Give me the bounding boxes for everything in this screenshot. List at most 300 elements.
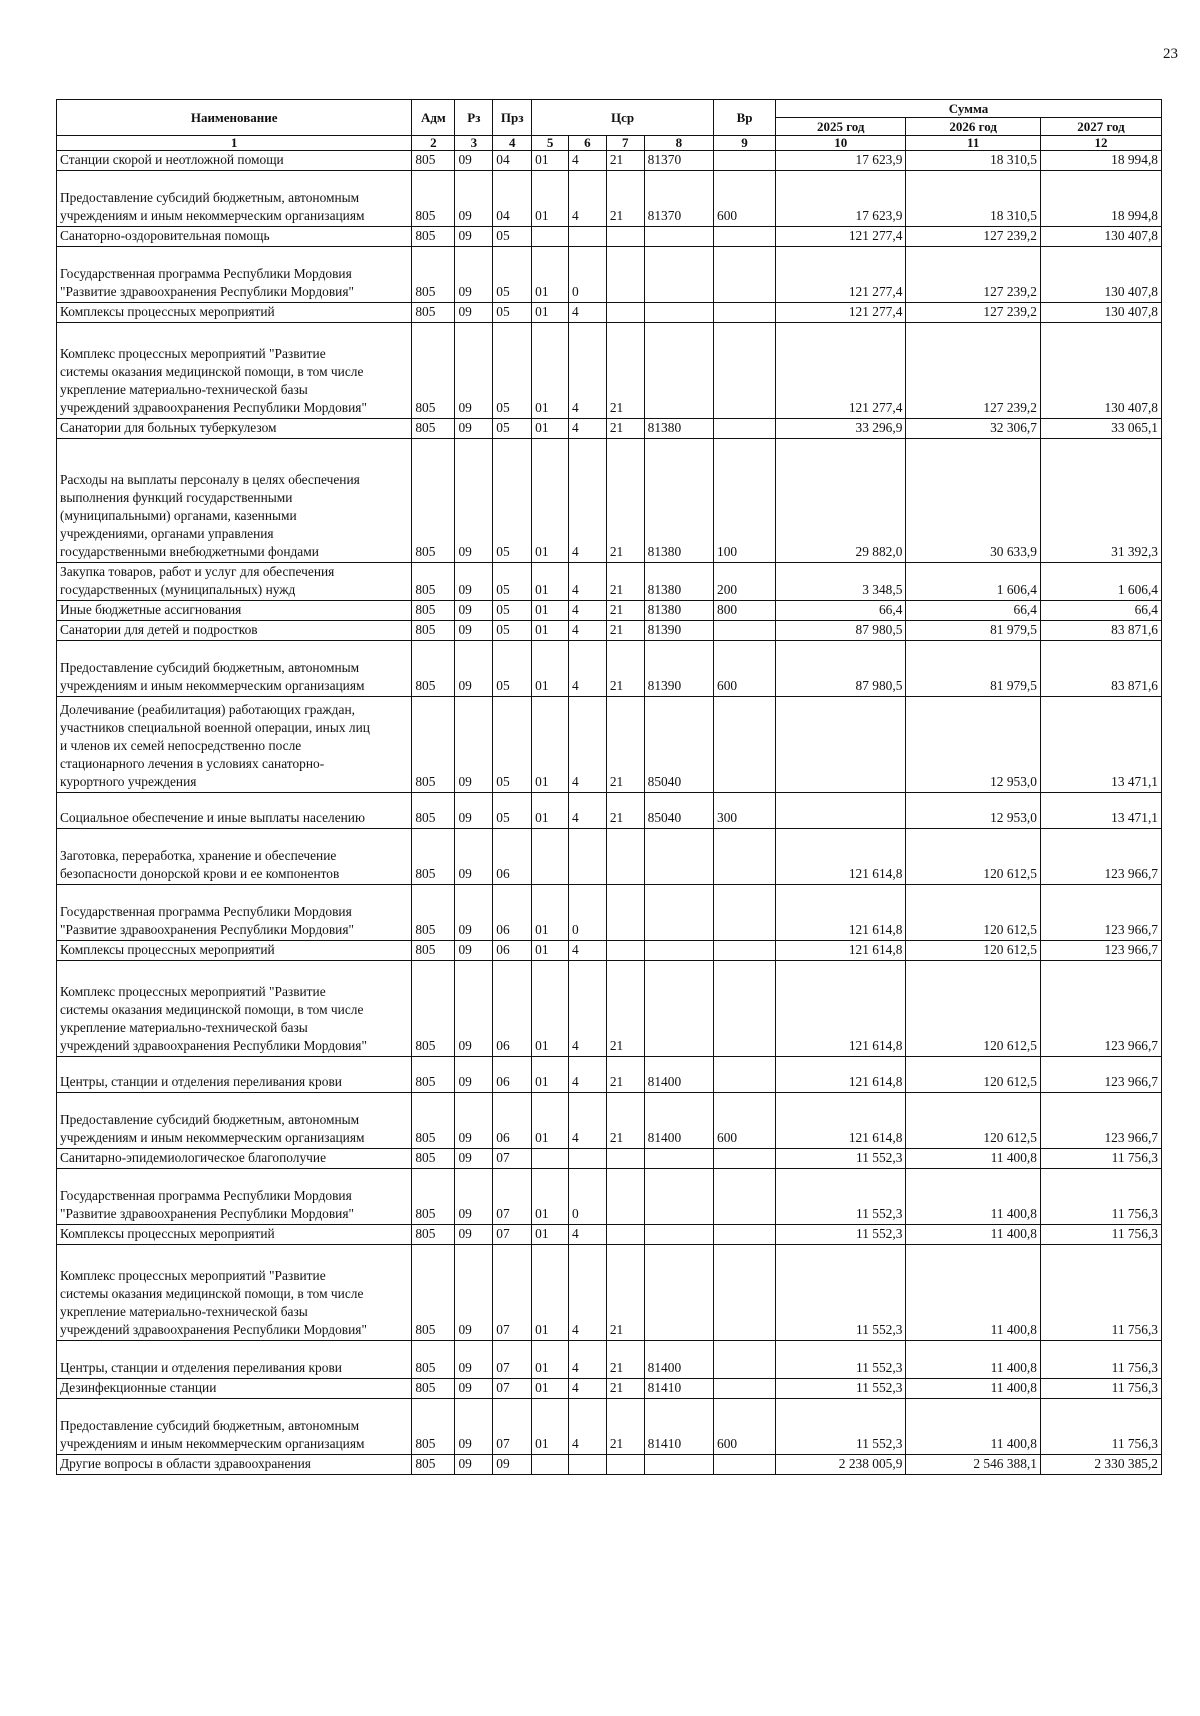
header-year-2025: 2025 год [776,118,906,136]
row-sum-2026: 66,4 [906,601,1041,621]
row-sum-2025: 3 348,5 [776,563,906,601]
row-sum-2026: 120 612,5 [906,1057,1041,1093]
row-sum-2026: 127 239,2 [906,227,1041,247]
row-csr-2 [568,829,606,885]
row-csr-1: 01 [532,1093,569,1149]
row-adm: 805 [412,1245,455,1341]
row-sum-2027: 18 994,8 [1040,151,1161,171]
row-sum-2027: 11 756,3 [1040,1379,1161,1399]
row-vr: 600 [714,1399,776,1455]
row-csr-2: 4 [568,171,606,227]
row-csr-4 [644,1245,713,1341]
row-vr [714,303,776,323]
row-csr-1: 01 [532,1057,569,1093]
row-rz: 09 [455,303,493,323]
row-prz: 05 [493,793,532,829]
row-csr-2: 4 [568,641,606,697]
row-prz: 05 [493,323,532,419]
table-row [57,1225,1162,1245]
row-prz: 09 [493,1455,532,1475]
row-csr-1: 01 [532,961,569,1057]
row-csr-2: 4 [568,1225,606,1245]
row-csr-3 [606,885,644,941]
row-adm: 805 [412,697,455,793]
row-name: Предоставление субсидий бюджетным, автономным учреждениям и иным некоммерческим организациям [57,1093,412,1149]
row-adm: 805 [412,829,455,885]
table-row [57,1149,1162,1169]
row-csr-4 [644,941,713,961]
row-csr-4: 81380 [644,439,713,563]
column-number: 8 [644,136,713,151]
row-sum-2027: 31 392,3 [1040,439,1161,563]
row-vr [714,419,776,439]
row-vr [714,1169,776,1225]
row-prz: 07 [493,1169,532,1225]
row-adm: 805 [412,621,455,641]
row-rz: 09 [455,601,493,621]
row-sum-2026: 32 306,7 [906,419,1041,439]
row-sum-2027: 11 756,3 [1040,1169,1161,1225]
row-sum-2027: 13 471,1 [1040,697,1161,793]
row-sum-2026: 120 612,5 [906,961,1041,1057]
row-rz: 09 [455,1149,493,1169]
column-number: 5 [532,136,569,151]
row-csr-1: 01 [532,1341,569,1379]
row-adm: 805 [412,885,455,941]
row-name: Заготовка, переработка, хранение и обеспечение безопасности донорской крови и ее компонентов [57,829,412,885]
row-sum-2025: 121 277,4 [776,303,906,323]
row-sum-2025: 11 552,3 [776,1341,906,1379]
row-rz: 09 [455,419,493,439]
row-adm: 805 [412,303,455,323]
row-name: Предоставление субсидий бюджетным, автономным учреждениям и иным некоммерческим организациям [57,1399,412,1455]
row-prz: 06 [493,1093,532,1149]
row-csr-2 [568,1149,606,1169]
row-prz: 06 [493,941,532,961]
row-sum-2025: 11 552,3 [776,1149,906,1169]
row-adm: 805 [412,961,455,1057]
row-csr-4 [644,1169,713,1225]
row-sum-2025: 121 614,8 [776,961,906,1057]
row-csr-2: 4 [568,323,606,419]
row-csr-1 [532,1455,569,1475]
row-sum-2027: 123 966,7 [1040,1057,1161,1093]
row-sum-2026: 120 612,5 [906,829,1041,885]
row-rz: 09 [455,227,493,247]
row-vr [714,1149,776,1169]
row-csr-2: 4 [568,1379,606,1399]
row-sum-2025: 11 552,3 [776,1399,906,1455]
row-sum-2027: 130 407,8 [1040,227,1161,247]
row-csr-4: 81400 [644,1093,713,1149]
row-csr-4 [644,323,713,419]
table-row [57,1093,1162,1149]
row-csr-1: 01 [532,1399,569,1455]
row-sum-2026: 81 979,5 [906,641,1041,697]
row-adm: 805 [412,419,455,439]
row-adm: 805 [412,1225,455,1245]
row-name: Комплексы процессных мероприятий [57,303,412,323]
row-csr-3: 21 [606,621,644,641]
table-row [57,419,1162,439]
row-sum-2026: 120 612,5 [906,941,1041,961]
row-csr-4 [644,1225,713,1245]
row-sum-2027: 1 606,4 [1040,563,1161,601]
row-vr: 600 [714,641,776,697]
row-csr-3: 21 [606,1093,644,1149]
table-row [57,439,1162,563]
row-sum-2025: 121 277,4 [776,323,906,419]
row-adm: 805 [412,1379,455,1399]
row-prz: 07 [493,1341,532,1379]
header-csr: Цср [532,100,714,136]
row-adm: 805 [412,171,455,227]
row-sum-2026: 12 953,0 [906,697,1041,793]
row-prz: 05 [493,227,532,247]
row-rz: 09 [455,247,493,303]
row-sum-2025: 121 614,8 [776,1093,906,1149]
row-csr-2: 4 [568,621,606,641]
row-vr [714,247,776,303]
row-prz: 07 [493,1399,532,1455]
row-sum-2026: 11 400,8 [906,1169,1041,1225]
table-row [57,1169,1162,1225]
row-name: Санаторно-оздоровительная помощь [57,227,412,247]
row-name: Центры, станции и отделения переливания крови [57,1057,412,1093]
row-sum-2026: 30 633,9 [906,439,1041,563]
row-csr-4: 81410 [644,1399,713,1455]
row-sum-2027: 11 756,3 [1040,1341,1161,1379]
row-sum-2026: 11 400,8 [906,1399,1041,1455]
row-sum-2025: 2 238 005,9 [776,1455,906,1475]
column-number: 2 [412,136,455,151]
row-sum-2026: 127 239,2 [906,303,1041,323]
row-sum-2026: 127 239,2 [906,247,1041,303]
row-sum-2025: 121 614,8 [776,941,906,961]
row-csr-1: 01 [532,1169,569,1225]
row-sum-2026: 11 400,8 [906,1225,1041,1245]
row-csr-1: 01 [532,1225,569,1245]
row-csr-3: 21 [606,1399,644,1455]
row-sum-2026: 120 612,5 [906,1093,1041,1149]
row-sum-2027: 123 966,7 [1040,1093,1161,1149]
row-csr-3 [606,1225,644,1245]
row-prz: 05 [493,601,532,621]
row-csr-3: 21 [606,697,644,793]
row-csr-3 [606,829,644,885]
row-name: Социальное обеспечение и иные выплаты населению [57,793,412,829]
row-csr-2: 0 [568,1169,606,1225]
row-vr [714,227,776,247]
row-prz: 06 [493,961,532,1057]
row-prz: 05 [493,419,532,439]
row-name: Комплексы процессных мероприятий [57,941,412,961]
row-csr-4: 81380 [644,601,713,621]
row-sum-2027: 66,4 [1040,601,1161,621]
row-rz: 09 [455,1093,493,1149]
row-csr-1 [532,829,569,885]
row-sum-2026: 18 310,5 [906,151,1041,171]
row-name: Государственная программа Республики Мордовия "Развитие здравоохранения Республики Мордовия" [57,1169,412,1225]
header-year-2027: 2027 год [1040,118,1161,136]
row-sum-2025: 11 552,3 [776,1169,906,1225]
row-rz: 09 [455,563,493,601]
header-adm: Адм [412,100,455,136]
row-csr-4: 85040 [644,697,713,793]
table-row [57,1341,1162,1379]
row-sum-2025: 17 623,9 [776,171,906,227]
table-row [57,563,1162,601]
row-csr-3: 21 [606,793,644,829]
row-csr-2: 4 [568,941,606,961]
row-csr-3: 21 [606,171,644,227]
row-prz: 05 [493,621,532,641]
row-csr-3: 21 [606,1057,644,1093]
row-vr [714,1379,776,1399]
table-row [57,621,1162,641]
row-rz: 09 [455,941,493,961]
row-name: Центры, станции и отделения переливания крови [57,1341,412,1379]
row-csr-3 [606,941,644,961]
row-adm: 805 [412,563,455,601]
row-sum-2026: 12 953,0 [906,793,1041,829]
row-csr-2: 4 [568,601,606,621]
row-vr: 600 [714,1093,776,1149]
row-name: Государственная программа Республики Мордовия "Развитие здравоохранения Республики Мордовия" [57,885,412,941]
row-name: Иные бюджетные ассигнования [57,601,412,621]
row-csr-3: 21 [606,601,644,621]
row-name: Долечивание (реабилитация) работающих граждан, участников специальной военной операции, иных лиц и членов их семей непосредственно после стационарного лечения в условиях санаторно- курортного учреждения [57,697,412,793]
row-prz: 07 [493,1379,532,1399]
row-csr-3 [606,1455,644,1475]
row-sum-2026: 11 400,8 [906,1379,1041,1399]
row-sum-2025: 121 614,8 [776,829,906,885]
row-csr-2: 4 [568,1245,606,1341]
row-sum-2027: 130 407,8 [1040,323,1161,419]
row-adm: 805 [412,1169,455,1225]
row-csr-1: 01 [532,563,569,601]
row-rz: 09 [455,323,493,419]
row-name: Закупка товаров, работ и услуг для обеспечения государственных (муниципальных) нужд [57,563,412,601]
row-csr-2: 4 [568,961,606,1057]
row-prz: 06 [493,829,532,885]
row-csr-2: 4 [568,1093,606,1149]
row-adm: 805 [412,323,455,419]
row-sum-2027: 130 407,8 [1040,303,1161,323]
row-sum-2027: 130 407,8 [1040,247,1161,303]
row-csr-4: 81410 [644,1379,713,1399]
row-csr-1: 01 [532,601,569,621]
row-csr-1 [532,1149,569,1169]
row-vr [714,1245,776,1341]
table-row [57,323,1162,419]
column-number: 9 [714,136,776,151]
row-sum-2025: 33 296,9 [776,419,906,439]
table-row [57,303,1162,323]
row-sum-2026: 18 310,5 [906,171,1041,227]
row-rz: 09 [455,697,493,793]
row-csr-4 [644,303,713,323]
row-prz: 04 [493,151,532,171]
row-rz: 09 [455,621,493,641]
table-row [57,697,1162,793]
row-csr-2: 4 [568,1399,606,1455]
row-rz: 09 [455,829,493,885]
table-row [57,1455,1162,1475]
row-csr-4 [644,1455,713,1475]
row-adm: 805 [412,1093,455,1149]
row-csr-2: 4 [568,1341,606,1379]
table-row [57,1379,1162,1399]
row-name: Санатории для детей и подростков [57,621,412,641]
row-sum-2025: 121 614,8 [776,885,906,941]
row-name: Предоставление субсидий бюджетным, автономным учреждениям и иным некоммерческим организациям [57,171,412,227]
page-number: 23 [1163,46,1178,62]
table-row [57,1057,1162,1093]
row-csr-2: 0 [568,885,606,941]
row-rz: 09 [455,1379,493,1399]
row-sum-2027: 11 756,3 [1040,1245,1161,1341]
row-csr-3: 21 [606,641,644,697]
row-csr-4: 85040 [644,793,713,829]
row-name: Дезинфекционные станции [57,1379,412,1399]
row-csr-1: 01 [532,1379,569,1399]
row-vr [714,829,776,885]
row-sum-2027: 2 330 385,2 [1040,1455,1161,1475]
row-name: Другие вопросы в области здравоохранения [57,1455,412,1475]
row-csr-1: 01 [532,793,569,829]
row-rz: 09 [455,793,493,829]
row-sum-2027: 11 756,3 [1040,1225,1161,1245]
row-rz: 09 [455,1341,493,1379]
row-csr-3: 21 [606,151,644,171]
header-sum: Сумма [776,100,1162,118]
row-vr [714,151,776,171]
row-csr-4: 81380 [644,563,713,601]
row-csr-2: 4 [568,419,606,439]
row-csr-2: 4 [568,1057,606,1093]
row-sum-2027: 18 994,8 [1040,171,1161,227]
row-sum-2026: 127 239,2 [906,323,1041,419]
row-sum-2025: 121 277,4 [776,247,906,303]
row-prz: 05 [493,439,532,563]
row-vr [714,1225,776,1245]
row-csr-1 [532,227,569,247]
table-row [57,1399,1162,1455]
header-vr: Вр [714,100,776,136]
row-rz: 09 [455,885,493,941]
row-csr-4 [644,829,713,885]
row-csr-1: 01 [532,247,569,303]
row-csr-4: 81370 [644,171,713,227]
row-rz: 09 [455,1225,493,1245]
column-number: 10 [776,136,906,151]
row-adm: 805 [412,1399,455,1455]
row-adm: 805 [412,227,455,247]
row-csr-3 [606,1149,644,1169]
row-csr-3: 21 [606,323,644,419]
table-body [57,151,1162,1475]
row-csr-4: 81390 [644,641,713,697]
row-prz: 07 [493,1225,532,1245]
row-csr-1: 01 [532,885,569,941]
table-row [57,151,1162,171]
column-number: 7 [606,136,644,151]
row-sum-2027: 11 756,3 [1040,1399,1161,1455]
header-prz: Прз [493,100,532,136]
row-csr-1: 01 [532,303,569,323]
row-name: Комплексы процессных мероприятий [57,1225,412,1245]
row-adm: 805 [412,247,455,303]
row-csr-3: 21 [606,419,644,439]
row-csr-1: 01 [532,439,569,563]
row-adm: 805 [412,1341,455,1379]
row-csr-3: 21 [606,1379,644,1399]
row-prz: 06 [493,1057,532,1093]
row-name: Комплекс процессных мероприятий "Развитие системы оказания медицинской помощи, в том числе укрепление материально-технической базы учреждений здравоохранения Республики Мордовия" [57,961,412,1057]
row-prz: 05 [493,247,532,303]
row-csr-3: 21 [606,563,644,601]
row-csr-4: 81390 [644,621,713,641]
row-csr-2: 4 [568,439,606,563]
row-name: Государственная программа Республики Мордовия "Развитие здравоохранения Республики Мордовия" [57,247,412,303]
row-vr [714,885,776,941]
row-vr [714,621,776,641]
column-number: 3 [455,136,493,151]
row-vr: 600 [714,171,776,227]
column-number: 12 [1040,136,1161,151]
row-sum-2025: 11 552,3 [776,1225,906,1245]
row-sum-2027: 13 471,1 [1040,793,1161,829]
row-adm: 805 [412,941,455,961]
row-sum-2027: 83 871,6 [1040,621,1161,641]
row-csr-2: 4 [568,563,606,601]
row-rz: 09 [455,1399,493,1455]
row-csr-4 [644,247,713,303]
header-year-2026: 2026 год [906,118,1041,136]
table-row [57,885,1162,941]
row-csr-4: 81400 [644,1057,713,1093]
row-csr-4 [644,1149,713,1169]
row-vr: 800 [714,601,776,621]
row-csr-1: 01 [532,171,569,227]
column-number: 1 [57,136,412,151]
row-vr [714,1341,776,1379]
row-csr-4: 81370 [644,151,713,171]
row-vr [714,697,776,793]
row-csr-3: 21 [606,439,644,563]
row-prz: 07 [493,1245,532,1341]
table-row [57,829,1162,885]
table-row [57,961,1162,1057]
row-prz: 05 [493,303,532,323]
row-csr-3: 21 [606,1245,644,1341]
row-csr-4 [644,961,713,1057]
row-csr-3: 21 [606,961,644,1057]
row-adm: 805 [412,1455,455,1475]
row-sum-2026: 11 400,8 [906,1341,1041,1379]
row-vr: 100 [714,439,776,563]
row-adm: 805 [412,793,455,829]
row-rz: 09 [455,641,493,697]
row-csr-4 [644,227,713,247]
row-rz: 09 [455,1169,493,1225]
row-csr-2: 4 [568,151,606,171]
row-name: Санитарно-эпидемиологическое благополучие [57,1149,412,1169]
table-row [57,247,1162,303]
row-csr-4: 81400 [644,1341,713,1379]
row-vr [714,961,776,1057]
